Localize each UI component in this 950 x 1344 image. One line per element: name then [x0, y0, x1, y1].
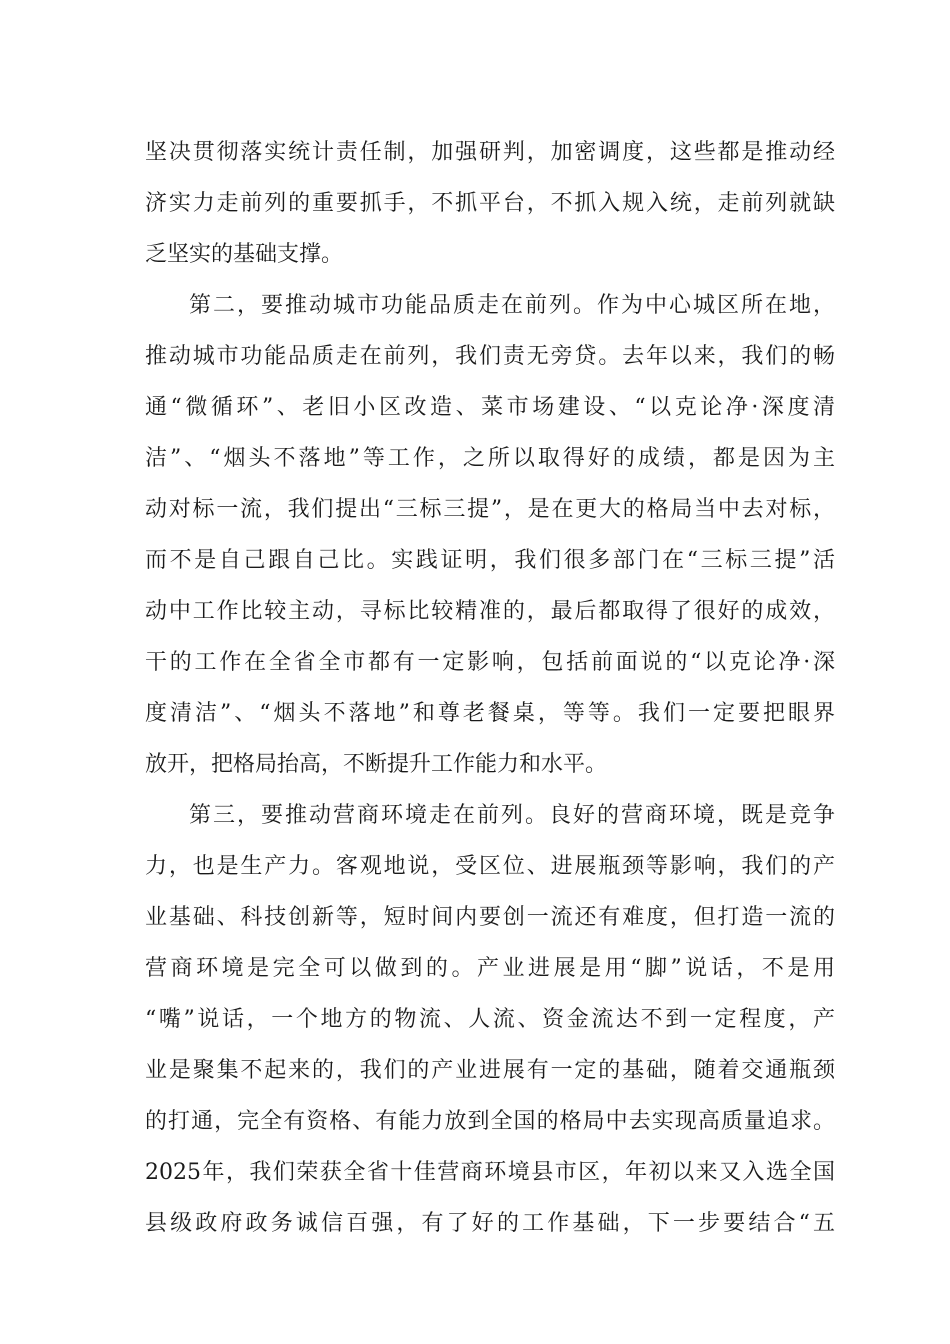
text-line: 力，也是生产力。客观地说，受区位、进展瓶颈等影响，我们的产 — [145, 854, 835, 879]
text-line: 业基础、科技创新等，短时间内要创一流还有难度，但打造一流的 — [145, 905, 835, 930]
text-line: 业是聚集不起来的，我们的产业进展有一定的基础，随着交通瓶颈 — [145, 1058, 835, 1083]
text-line: 济实力走前列的重要抓手，不抓平台，不抓入规入统，走前列就缺 — [145, 191, 835, 216]
text-line: 2025年，我们荣获全省十佳营商环境县市区，年初以来又入选全国 — [145, 1160, 835, 1185]
text-line: 动中工作比较主动，寻标比较精准的，最后都取得了很好的成效， — [145, 599, 835, 624]
text-line: 的打通，完全有资格、有能力放到全国的格局中去实现高质量追求。 — [145, 1109, 835, 1134]
text-line: 干的工作在全省全市都有一定影响，包括前面说的“以克论净·深 — [145, 650, 835, 675]
text-line: 放开，把格局抬高，不断提升工作能力和水平。 — [145, 752, 608, 777]
text-line: 动对标一流，我们提出“三标三提”，是在更大的格局当中去对标， — [145, 497, 835, 522]
text-line: 推动城市功能品质走在前列，我们责无旁贷。去年以来，我们的畅 — [145, 344, 835, 369]
text-line: 度清洁”、“烟头不落地”和尊老餐桌，等等。我们一定要把眼界 — [145, 701, 835, 726]
paragraph-start-line: 第二，要推动城市功能品质走在前列。作为中心城区所在地， — [189, 293, 835, 318]
text-line: 坚决贯彻落实统计责任制，加强研判，加密调度，这些都是推动经 — [145, 140, 835, 165]
text-line: “嘴”说话，一个地方的物流、人流、资金流达不到一定程度，产 — [145, 1007, 835, 1032]
paragraph-start-line: 第三，要推动营商环境走在前列。良好的营商环境，既是竞争 — [189, 803, 835, 828]
text-line: 通“微循环”、老旧小区改造、菜市场建设、“以克论净·深度清 — [145, 395, 835, 420]
text-line: 洁”、“烟头不落地”等工作，之所以取得好的成绩，都是因为主 — [145, 446, 835, 471]
text-line: 乏坚实的基础支撑。 — [145, 242, 344, 267]
text-line: 而不是自己跟自己比。实践证明，我们很多部门在“三标三提”活 — [145, 548, 835, 573]
text-line: 营商环境是完全可以做到的。产业进展是用“脚”说话，不是用 — [145, 956, 835, 981]
text-line: 县级政府政务诚信百强，有了好的工作基础，下一步要结合“五 — [145, 1211, 835, 1236]
